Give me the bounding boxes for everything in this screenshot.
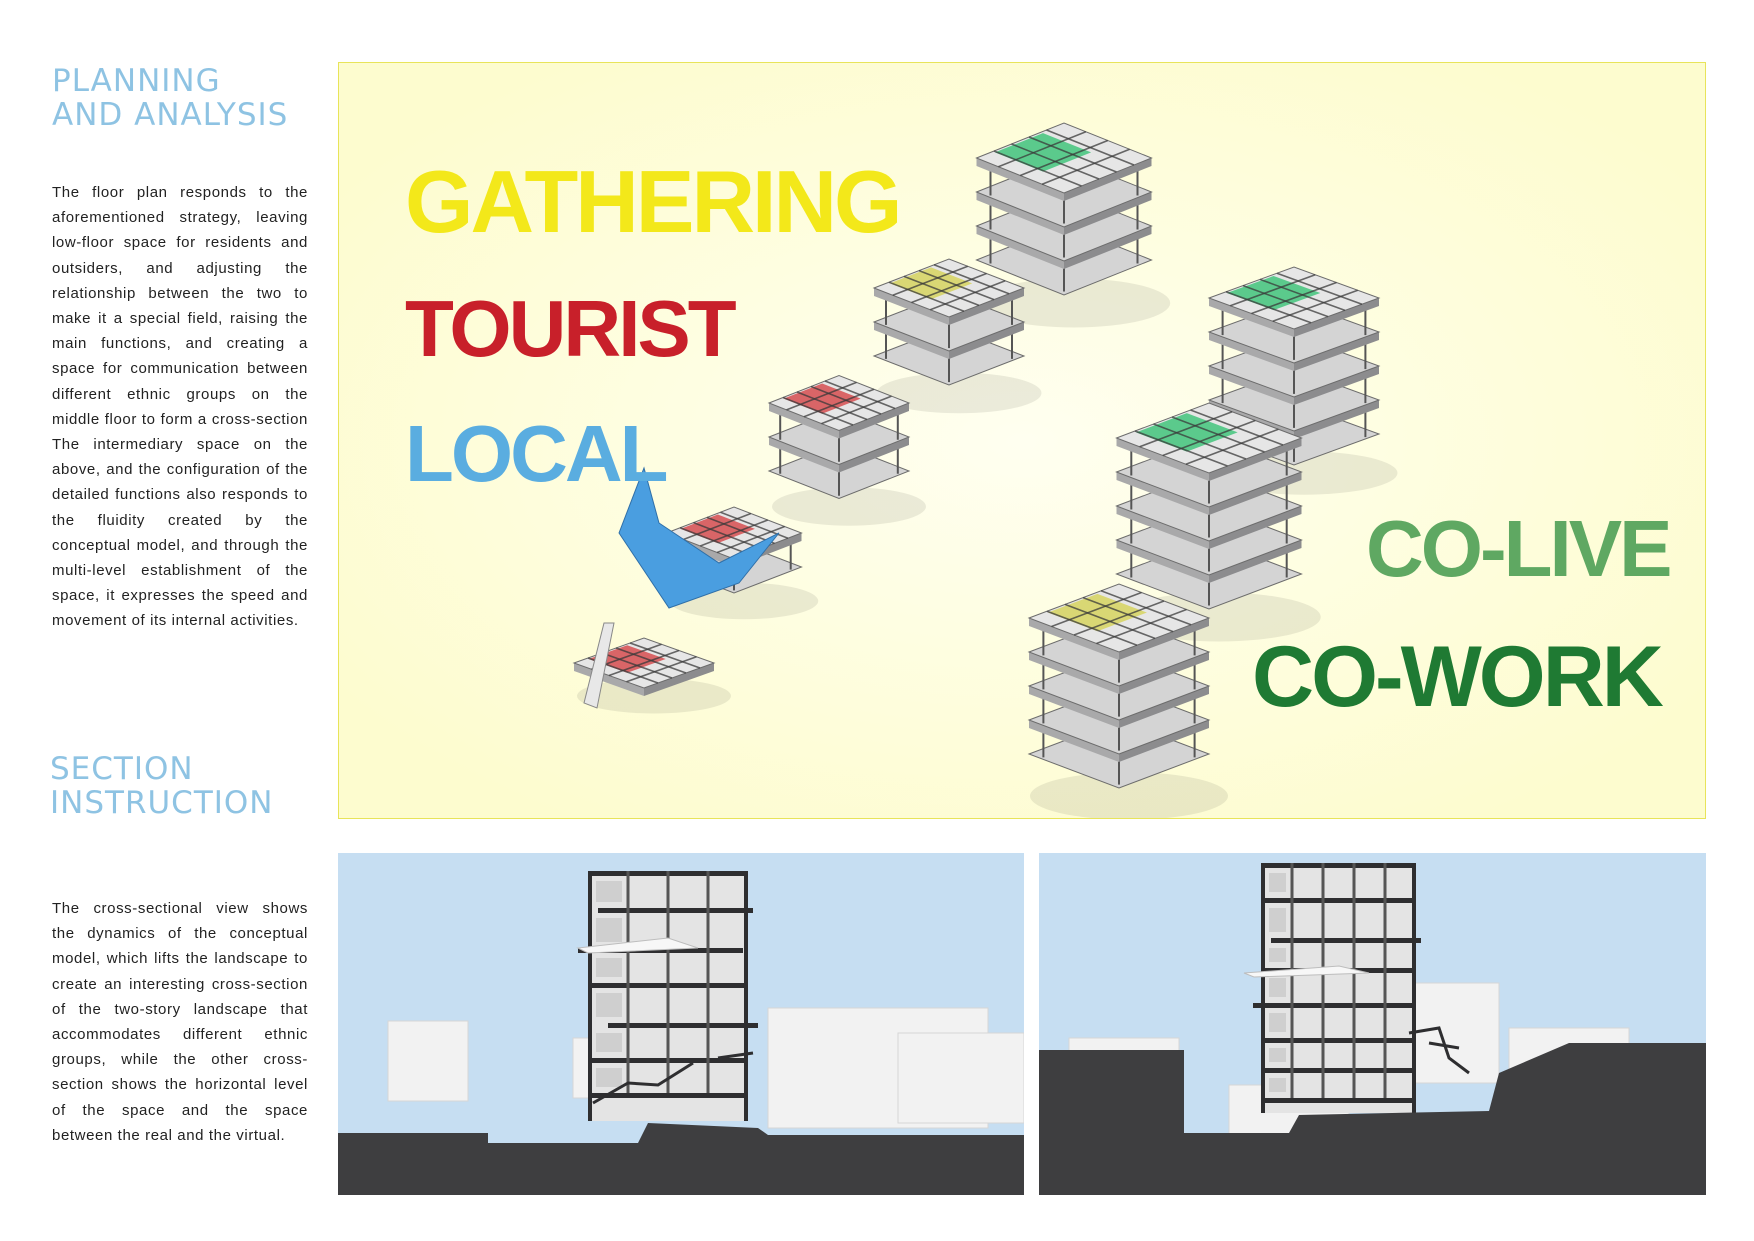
partition-wall [1353,1068,1356,1098]
floor-slab-section [1261,863,1416,868]
floor-slab-section [608,1023,758,1028]
tourist-label: TOURIST [405,284,734,373]
exterior-wall-right [744,871,748,1121]
partition-wall [1291,1068,1294,1098]
partition-wall [1384,898,1387,938]
cross-section-2 [1039,853,1706,1195]
partition-wall [1322,1068,1325,1098]
partition-wall [667,983,670,1023]
partition-wall [1322,938,1325,968]
context-building [898,1033,1024,1123]
room-fill [1269,908,1286,932]
partition-wall [667,1058,670,1093]
partition-wall [1353,938,1356,968]
floor-slab-section [1261,1068,1416,1073]
partition-wall [1384,968,1387,1003]
room-fill [596,1068,622,1087]
partition-wall [1353,1038,1356,1068]
program-axonometric-panel [338,62,1706,819]
floor-slab-section [1261,1038,1416,1043]
partition-wall [1384,863,1387,898]
section-heading-line-2: INSTRUCTION [50,785,274,821]
partition-wall [667,1023,670,1058]
room-fill [1269,978,1286,997]
partition-wall [627,983,630,1023]
partition-wall [707,948,710,983]
room-fill [1269,1048,1286,1062]
room-fill [596,918,622,942]
partition-wall [707,871,710,908]
room-fill [1269,873,1286,892]
partition-wall [1291,938,1294,968]
planning-heading-line-1: PLANNING [52,63,221,99]
planning-analysis-text: The floor plan responds to the aforementioned strategy, leaving low-floor space for residents and outsiders, and adjusting the relationship between the two to make it a special field, raising the main functions, and creating a space for communication between different ethnic groups on the middle floor to form a cross-section The intermediary space on the above, and the configuration of the detailed functions also responds to the fluidity created by the conceptual model, and through the multi-level establishment of the space, it expresses the speed and movement of its internal activities. [52,184,308,630]
planning-analysis-heading [52,64,288,132]
partition-wall [707,908,710,948]
partition-wall [667,948,670,983]
partition-wall [1384,938,1387,968]
cross-section-1-drawing [338,853,1024,1195]
room-fill [596,993,622,1017]
partition-wall [707,983,710,1023]
partition-wall [1384,1038,1387,1068]
partition-wall [627,1058,630,1093]
partition-wall [627,871,630,908]
co-work-label: CO-WORK [1252,629,1661,725]
partition-wall [1384,1068,1387,1098]
room-fill [596,958,622,977]
room-fill [1269,948,1286,962]
co-live-label: CO-LIVE [1366,504,1670,593]
partition-wall [1322,898,1325,938]
section-heading-line-1: SECTION [50,751,194,787]
partition-wall [627,1023,630,1058]
partition-wall [707,1058,710,1093]
partition-wall [627,948,630,983]
partition-wall [1322,1038,1325,1068]
partition-wall [1353,863,1356,898]
floor-slab-section [1261,898,1416,903]
partition-wall [1322,1003,1325,1038]
floor-slab-section [1261,1098,1416,1103]
room-fill [596,1033,622,1052]
planning-heading-line-2: AND ANALYSIS [52,97,289,133]
partition-wall [1353,898,1356,938]
ground-mass [338,1123,1024,1195]
gathering-label: GATHERING [405,152,900,251]
exterior-wall-left [1261,863,1265,1113]
room-fill [1269,1013,1286,1032]
exterior-wall-right [1412,863,1416,1113]
room-fill [596,881,622,902]
partition-wall [1384,1003,1387,1038]
cross-section-2-drawing [1039,853,1706,1195]
partition-wall [667,871,670,908]
exterior-wall-left [588,871,592,1121]
partition-wall [1291,1038,1294,1068]
room-fill [1269,1078,1286,1092]
partition-wall [1291,898,1294,938]
section-instruction-heading [50,752,274,820]
floor-slab-section [598,908,753,913]
section-instruction-text: The cross-sectional view shows the dynamics of the conceptual model, which lifts the landscape to create an interesting cross-section of the two-story landscape that accommodates different ethnic groups, while the other cross-section shows the horizontal level of the space and the space between the real and the virtual. [52,900,308,1144]
partition-wall [1291,1003,1294,1038]
cross-section-1 [338,853,1024,1195]
partition-wall [1291,863,1294,898]
partition-wall [707,1023,710,1058]
partition-wall [1322,863,1325,898]
partition-wall [1353,1003,1356,1038]
context-building [388,1021,468,1101]
floor-slab-section [1253,1003,1412,1008]
local-label: LOCAL [405,409,666,498]
